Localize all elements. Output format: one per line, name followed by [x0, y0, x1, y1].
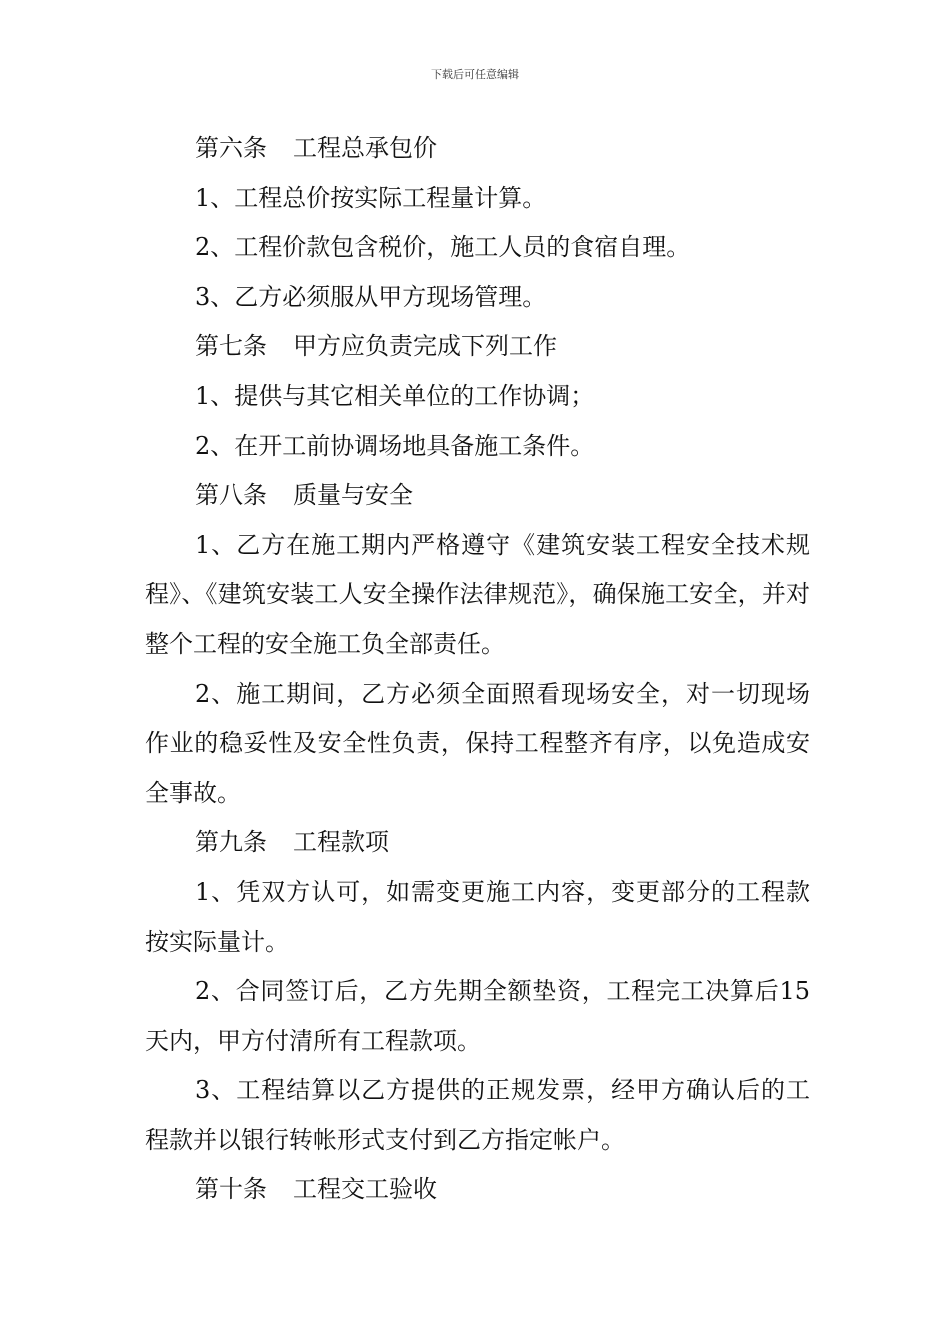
article-number: 第六条	[195, 134, 267, 162]
paragraph: 1、提供与其它相关单位的工作协调；	[195, 381, 595, 410]
article-title: 工程总承包价	[293, 134, 437, 162]
article-number: 第十条	[195, 1175, 267, 1204]
article-number: 第九条	[195, 828, 267, 857]
article-title: 工程交工验收	[293, 1175, 437, 1204]
paragraph: 1、乙方在施工期内严格遵守《建筑安装工程安全技术规程》、《建筑安装工人安全操作法律规范》，确保施工安全，并对整个工程的安全施工负全部责任。	[145, 530, 810, 658]
paragraph: 3、乙方必须服从甲方现场管理。	[195, 282, 547, 311]
article-title: 甲方应负责完成下列工作	[293, 332, 557, 361]
article-8-heading	[145, 471, 810, 521]
article-number: 第七条	[195, 332, 267, 361]
paragraph: 1、凭双方认可，如需变更施工内容，变更部分的工程款按实际量计。	[145, 877, 810, 956]
paragraph: 1、工程总价按实际工程量计算。	[195, 183, 547, 212]
document-body	[145, 124, 810, 1215]
header-note: 下载后可任意编辑	[431, 68, 519, 81]
article-number: 第八条	[195, 481, 267, 510]
article-7-heading	[145, 322, 810, 372]
paragraph: 2、工程价款包含税价，施工人员的食宿自理。	[195, 233, 691, 262]
article-10-heading	[145, 1165, 810, 1215]
paragraph: 3、工程结算以乙方提供的正规发票，经甲方确认后的工程款并以银行转帐形式支付到乙方指定帐户。	[145, 1076, 810, 1154]
article-title: 质量与安全	[293, 481, 413, 510]
article-9-heading	[145, 818, 810, 868]
article-title: 工程款项	[293, 828, 389, 857]
paragraph: 2、在开工前协调场地具备施工条件。	[195, 431, 595, 460]
paragraph: 2、施工期间，乙方必须全面照看现场安全，对一切现场作业的稳妥性及安全性负责，保持工程整齐有序，以免造成安全事故。	[145, 679, 810, 807]
paragraph: 2、合同签订后，乙方先期全额垫资，工程完工决算后15天内，甲方付清所有工程款项。	[145, 977, 810, 1055]
article-6-heading	[145, 124, 810, 174]
